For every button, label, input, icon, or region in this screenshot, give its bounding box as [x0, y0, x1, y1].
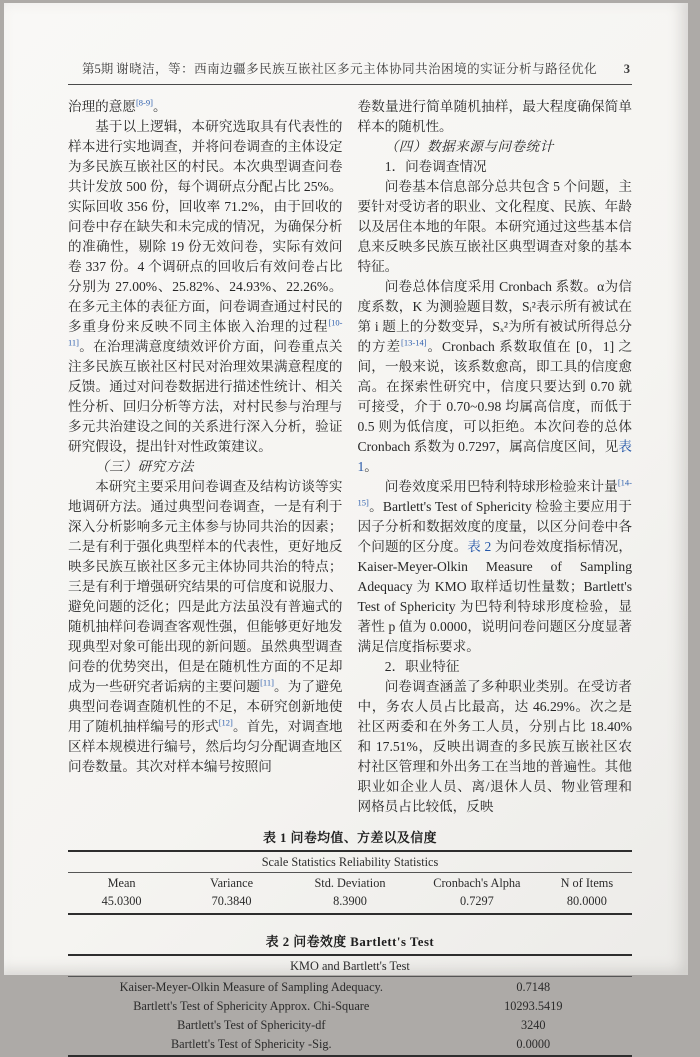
- paragraph: [68, 477, 343, 777]
- table2-row: [68, 1015, 632, 1034]
- journal-issue: 第5期: [82, 62, 114, 76]
- table2-row-value: 0.7148: [516, 979, 551, 994]
- text-run: 卷数量进行简单随机抽样，最大程度确保简单样本的随机性。: [357, 99, 632, 134]
- table2-row-label: Bartlett's Test of Sphericity -Sig.: [170, 1036, 332, 1051]
- paragraph: [358, 477, 633, 657]
- section-heading: [358, 137, 633, 157]
- text-run: 。为了避免典型问卷调查随机性的不足，本研究创新地使用了随机抽样编号的形式: [68, 679, 343, 734]
- table2: [68, 954, 632, 1057]
- citation-link[interactable]: [10-11]: [68, 317, 343, 348]
- table2-row: [68, 1034, 632, 1055]
- right-column: [358, 97, 633, 817]
- table2-subtitle: KMO and Bartlett's Test: [68, 956, 632, 977]
- paragraph: [358, 657, 633, 677]
- paragraph: [358, 677, 633, 817]
- page-content: [68, 59, 632, 1057]
- page-header: [68, 59, 632, 85]
- text-run: 问卷调查涵盖了多种职业类别。在受访者中，务农人员占比最高，达 46.29%。次之是社区两委和在外务工人员，分别占比 18.40% 和 17.51%，反映出调查的多民族互嵌社区农村社区管理和外出务工在当地的普遍性。其他职业如企业人员、离/退休人员、物业管理和网格员占比较低，反映: [357, 679, 632, 814]
- text-run: 2．职业特征: [384, 659, 460, 674]
- text-run: 。: [364, 459, 378, 474]
- table2-caption: 表 2 问卷效度 Bartlett's Test: [265, 935, 435, 949]
- text-run: （三）研究方法: [95, 459, 194, 474]
- paragraph: [358, 97, 633, 137]
- table2-row: [68, 977, 632, 996]
- table1-header-cell: Std. Deviation: [314, 875, 386, 890]
- table2-row: [68, 996, 632, 1015]
- table1-header-cell: Mean: [107, 875, 136, 890]
- citation-link[interactable]: [14-15]: [357, 477, 632, 508]
- text-run: 1．问卷调查情况: [384, 159, 487, 174]
- table1-value-cell: 70.3840: [211, 894, 252, 908]
- paragraph: [68, 117, 343, 457]
- body-columns: [68, 97, 632, 817]
- paragraph: [68, 97, 343, 117]
- table1-header-cell: Variance: [210, 875, 254, 890]
- table2-row-value: 3240: [520, 1017, 546, 1032]
- table1-header-row: [68, 873, 632, 892]
- table1-value-cell: 8.3900: [333, 894, 367, 908]
- text-run: 。: [152, 99, 167, 114]
- table1-value-cell: 45.0300: [101, 894, 142, 908]
- citation-link[interactable]: [11]: [260, 677, 274, 688]
- page-number: 3: [623, 62, 630, 76]
- text-run: 治理的意愿: [68, 99, 136, 114]
- text-run: 。首先，对调查地区样本规模进行编号，然后均匀分配调查地区问卷数量。其次对样本编号按照问: [68, 719, 343, 774]
- table1-header-cell: N of Items: [560, 875, 614, 890]
- table1-header-cell: Cronbach's Alpha: [433, 875, 521, 890]
- text-run: 问卷总体信度采用 Cronbach 系数。α为信度系数，K 为测验题目数，Sᵢ²表示所有被试在第 i 题上的分数变异，Sₓ²为所有被试所得总分的方差: [357, 279, 632, 354]
- text-run: 问卷基本信息部分总共包含 5 个问题，主要针对受访者的职业、文化程度、民族、年龄以及居住本地的年限。本研究通过这些基本信息来反映多民族互嵌社区典型调查对象的基本特征。: [357, 179, 632, 274]
- table2-row-label: Kaiser-Meyer-Olkin Measure of Sampling Adequacy.: [119, 979, 383, 994]
- left-column: [68, 97, 343, 817]
- paragraph: [358, 277, 633, 477]
- scanned-page: [4, 3, 688, 1051]
- text-run: 。在治理满意度绩效评价方面，问卷重点关注多民族互嵌社区村民对治理效果满意程度的反馈。通过对问卷数据进行描述性统计、相关性分析、回归分析等方法，对村民参与治理与多元共治建设之间的关系进行深入分析，验证研究假设，提出针对性政策建议。: [68, 339, 343, 454]
- text-run: 。Cronbach 系数取值在 [0，1] 之间，一般来说，该系数愈高，即工具的信度愈高。在探索性研究中，信度只要达到 0.70 就可接受，介于 0.70~0.98 均属高信度，而低于 0.5 则为低信度，可以拒绝。本次问卷的总体 Cronbach 系数为 0.7297，属高信度区间，见: [357, 339, 632, 454]
- table1-caption: 表 1 问卷均值、方差以及信度: [263, 831, 437, 845]
- table2-row-label: Bartlett's Test of Sphericity-df: [177, 1017, 326, 1032]
- text-run: 为问卷效度指标情况，Kaiser-Meyer-Olkin Measure of Sampling Adequacy 为 KMO 取样适切性量数；Bartlett's Test of Sphericity 为巴特利特球形度检验，显著性 p 值为 0.0000，说明问卷问题区分度显著满足信度指标要求。: [357, 539, 632, 654]
- citation-link[interactable]: [13-14]: [401, 337, 427, 348]
- table2-row-value: 0.0000: [516, 1036, 551, 1051]
- table1-value-cell: 0.7297: [459, 894, 494, 908]
- text-run: 问卷效度采用巴特利特球形检验来计量: [384, 479, 618, 494]
- running-title: 谢晓洁，等：西南边疆多民族互嵌社区多元主体协同共治困境的实证分析与路径优化: [116, 62, 598, 76]
- text-run: 。Bartlett's Test of Sphericity 检验主要应用于因子分析和数据效度的度量，以区分问卷中各个问题的区分度。: [357, 499, 632, 554]
- paragraph: [358, 157, 633, 177]
- table1: [68, 850, 632, 915]
- text-run: （四）数据来源与问卷统计: [384, 139, 554, 154]
- table-ref-link[interactable]: 表 2: [467, 539, 492, 554]
- section-heading: [68, 457, 343, 477]
- table1-subtitle: Scale Statistics Reliability Statistics: [68, 852, 632, 873]
- table1-value-cell: 80.0000: [566, 894, 607, 908]
- paragraph: [358, 177, 633, 277]
- table2-row-value: 10293.5419: [504, 998, 563, 1013]
- citation-link[interactable]: [8-9]: [135, 97, 153, 108]
- table2-row-label: Bartlett's Test of Sphericity Approx. Chi-Square: [133, 998, 370, 1013]
- table-ref-link[interactable]: 表 1: [357, 439, 632, 474]
- table1-value-row: [68, 892, 632, 914]
- citation-link[interactable]: [12]: [218, 717, 233, 728]
- text-run: 本研究主要采用问卷调查及结构访谈等实地调研方法。通过典型问卷调查，一是有利于深入分析影响多元主体参与协同共治的因素；二是有利于强化典型样本的代表性，更好地反映多民族互嵌社区多元主体协同共治的特点；三是有利于增强研究结果的可信度和说服力、避免问题的泛化；四是此方法虽没有普遍式的随机抽样问卷调查客观性强，但能够更好地发现典型对象可能出现的新问题。虽然典型调查问卷的优势突出，但是在随机性方面的不足却成为一些研究者诟病的主要问题: [68, 479, 343, 694]
- text-run: 基于以上逻辑，本研究选取具有代表性的样本进行实地调查，并将问卷调查的主体设定为多民族互嵌社区的村民。本次典型调查问卷共计发放 500 份，每个调研点分配占比 25%。实际回收 356 份，回收率 71.2%，由于回收的问卷中存在缺失和未完成的情况，为确保分析的准确性，剔除 19 份无效问卷，实际有效问卷 337 份。4 个调研点的回收后有效问卷占比分别为 27.00%、25.82%、24.93%、22.26%。在多元主体的表征方面，问卷调查通过村民的多重身份来反映不同主体嵌入治理的过程: [68, 119, 343, 334]
